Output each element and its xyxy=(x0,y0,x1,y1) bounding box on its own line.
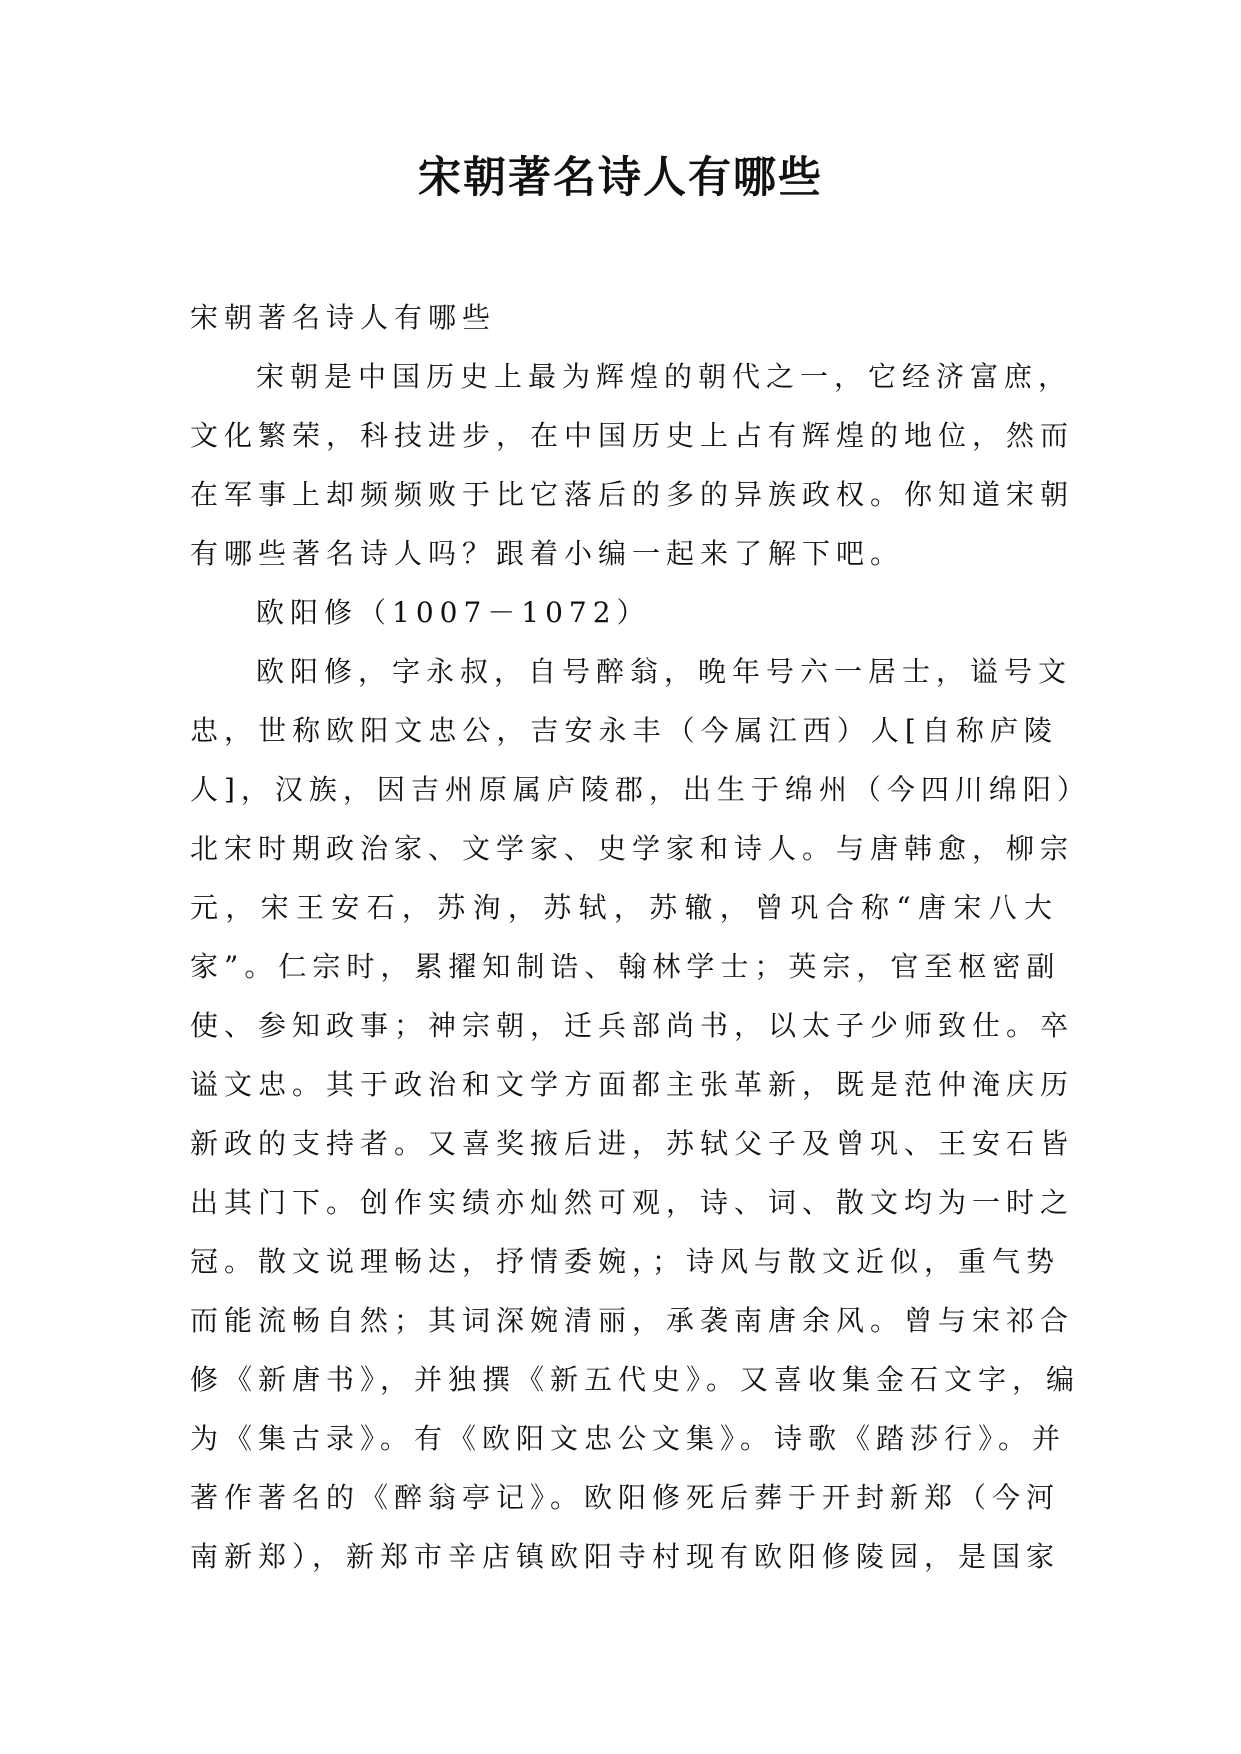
paragraph-line: 冠。散文说理畅达，抒情委婉，；诗风与散文近似，重气势 xyxy=(190,1245,1061,1278)
paragraph-line: 谥文忠。其于政治和文学方面都主张革新，既是范仲淹庆历 xyxy=(190,1068,1075,1101)
document-title: 宋朝著名诗人有哪些 xyxy=(418,153,823,203)
document-body xyxy=(190,288,1091,1586)
paragraph-line: 人]，汉族，因吉州原属庐陵郡，出生于绵州（今四川绵阳） xyxy=(190,773,1091,806)
paragraph-line: 忠，世称欧阳文忠公，吉安永丰（今属江西）人[自称庐陵 xyxy=(190,714,1058,747)
paragraph-line: 元，宋王安石，苏洵，苏轼，苏辙，曾巩合称“唐宋八大 xyxy=(190,891,1058,924)
section-heading: 欧阳修（1007－1072） xyxy=(256,596,651,629)
paragraph-line: 使、参知政事；神宗朝，迁兵部尚书，以太子少师致仕。卒 xyxy=(190,1009,1075,1042)
paragraph-line: 有哪些著名诗人吗？跟着小编一起来了解下吧。 xyxy=(190,537,905,570)
subtitle-line: 宋朝著名诗人有哪些 xyxy=(190,301,497,334)
paragraph-line: 出其门下。创作实绩亦灿然可观，诗、词、散文均为一时之 xyxy=(190,1186,1075,1219)
paragraph-line: 欧阳修，字永叔，自号醉翁，晚年号六一居士，谥号文 xyxy=(256,655,1073,688)
paragraph-line: 而能流畅自然；其词深婉清丽，承袭南唐余风。曾与宋祁合 xyxy=(190,1304,1075,1337)
paragraph-line: 文化繁荣，科技进步，在中国历史上占有辉煌的地位，然而 xyxy=(190,419,1075,452)
paragraph-line: 在军事上却频频败于比它落后的多的异族政权。你知道宋朝 xyxy=(190,478,1075,511)
paragraph-line: 北宋时期政治家、文学家、史学家和诗人。与唐韩愈，柳宗 xyxy=(190,832,1075,865)
paragraph-line: 为《集古录》。有《欧阳文忠公文集》。诗歌《踏莎行》。并 xyxy=(190,1422,1067,1455)
paragraph-line: 新政的支持者。又喜奖掖后进，苏轼父子及曾巩、王安石皆 xyxy=(190,1127,1075,1160)
paragraph-line: 南新郑），新郑市辛店镇欧阳寺村现有欧阳修陵园，是国家 xyxy=(190,1540,1061,1573)
paragraph-line: 修《新唐书》，并独撰《新五代史》。又喜收集金石文字，编 xyxy=(190,1363,1081,1396)
paragraph-line: 宋朝是中国历史上最为辉煌的朝代之一，它经济富庶， xyxy=(256,360,1073,393)
paragraph-line: 家”。仁宗时，累擢知制诰、翰林学士；英宗，官至枢密副 xyxy=(190,950,1061,983)
paragraph-line: 著作著名的《醉翁亭记》。欧阳修死后葬于开封新郑（今河 xyxy=(190,1481,1061,1514)
